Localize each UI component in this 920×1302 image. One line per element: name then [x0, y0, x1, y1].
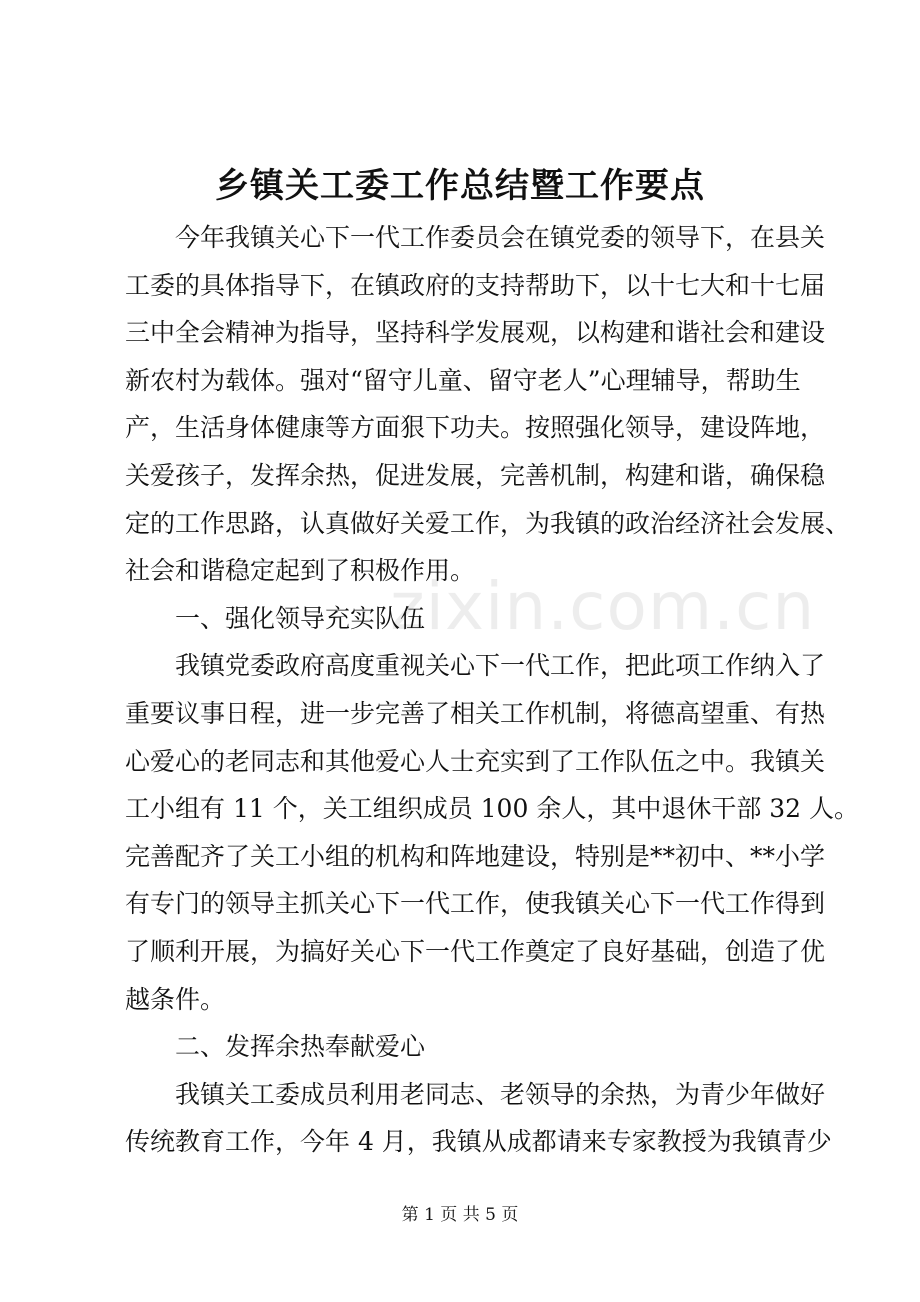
- paragraph-line: 越条件。: [125, 984, 226, 1014]
- watermark: zixin.com.cn: [390, 568, 816, 645]
- paragraph-line: 关爱孩子，发挥余热，促进发展，完善机制，构建和谐，确保稳: [125, 461, 826, 490]
- paragraph-line: 产，生活身体健康等方面狠下功夫。按照强化领导，建设阵地，: [125, 413, 826, 443]
- paragraph-line: 完善配齐了关工小组的机构和阵地建设，特别是**初中、**小学: [125, 841, 826, 871]
- section-heading: 二、发挥余热奉献爱心: [125, 1032, 426, 1062]
- paragraph-line: 我镇党委政府高度重视关心下一代工作，把此项工作纳入了: [125, 651, 826, 681]
- paragraph-line: 有专门的领导主抓关心下一代工作，使我镇关心下一代工作得到: [125, 889, 826, 919]
- paragraph-line: 工委的具体指导下，在镇政府的支持帮助下，以十七大和十七届: [125, 270, 826, 300]
- paragraph-line: 重要议事日程，进一步完善了相关工作机制，将德高望重、有热: [125, 699, 826, 728]
- paragraph-line: 今年我镇关心下一代工作委员会在镇党委的领导下，在县关: [125, 223, 826, 252]
- document-title: 乡镇关工委工作总结暨工作要点: [215, 166, 705, 206]
- section-heading: 一、强化领导充实队伍: [125, 603, 426, 633]
- page-footer: 第 1 页 共 5 页: [401, 1205, 519, 1225]
- paragraph-line: 了顺利开展，为搞好关心下一代工作奠定了良好基础，创造了优: [125, 937, 826, 966]
- paragraph-line: 工小组有 11 个，关工组织成员 100 余人，其中退休干部 32 人。: [125, 794, 860, 824]
- paragraph-line: 传统教育工作，今年 4 月，我镇从成都请来专家教授为我镇青少: [125, 1127, 832, 1157]
- paragraph-line: 社会和谐稳定起到了积极作用。: [125, 556, 476, 586]
- paragraph-line: 定的工作思路，认真做好关爱工作，为我镇的政治经济社会发展、: [125, 508, 851, 538]
- paragraph-line: 新农村为载体。强对“留守儿童、留守老人”心理辅导，帮助生: [125, 365, 801, 395]
- paragraph-line: 三中全会精神为指导，坚持科学发展观，以构建和谐社会和建设: [125, 318, 826, 348]
- paragraph-line: 心爱心的老同志和其他爱心人士充实到了工作队伍之中。我镇关: [125, 746, 826, 776]
- paragraph-line: 我镇关工委成员利用老同志、老领导的余热，为青少年做好: [125, 1079, 826, 1109]
